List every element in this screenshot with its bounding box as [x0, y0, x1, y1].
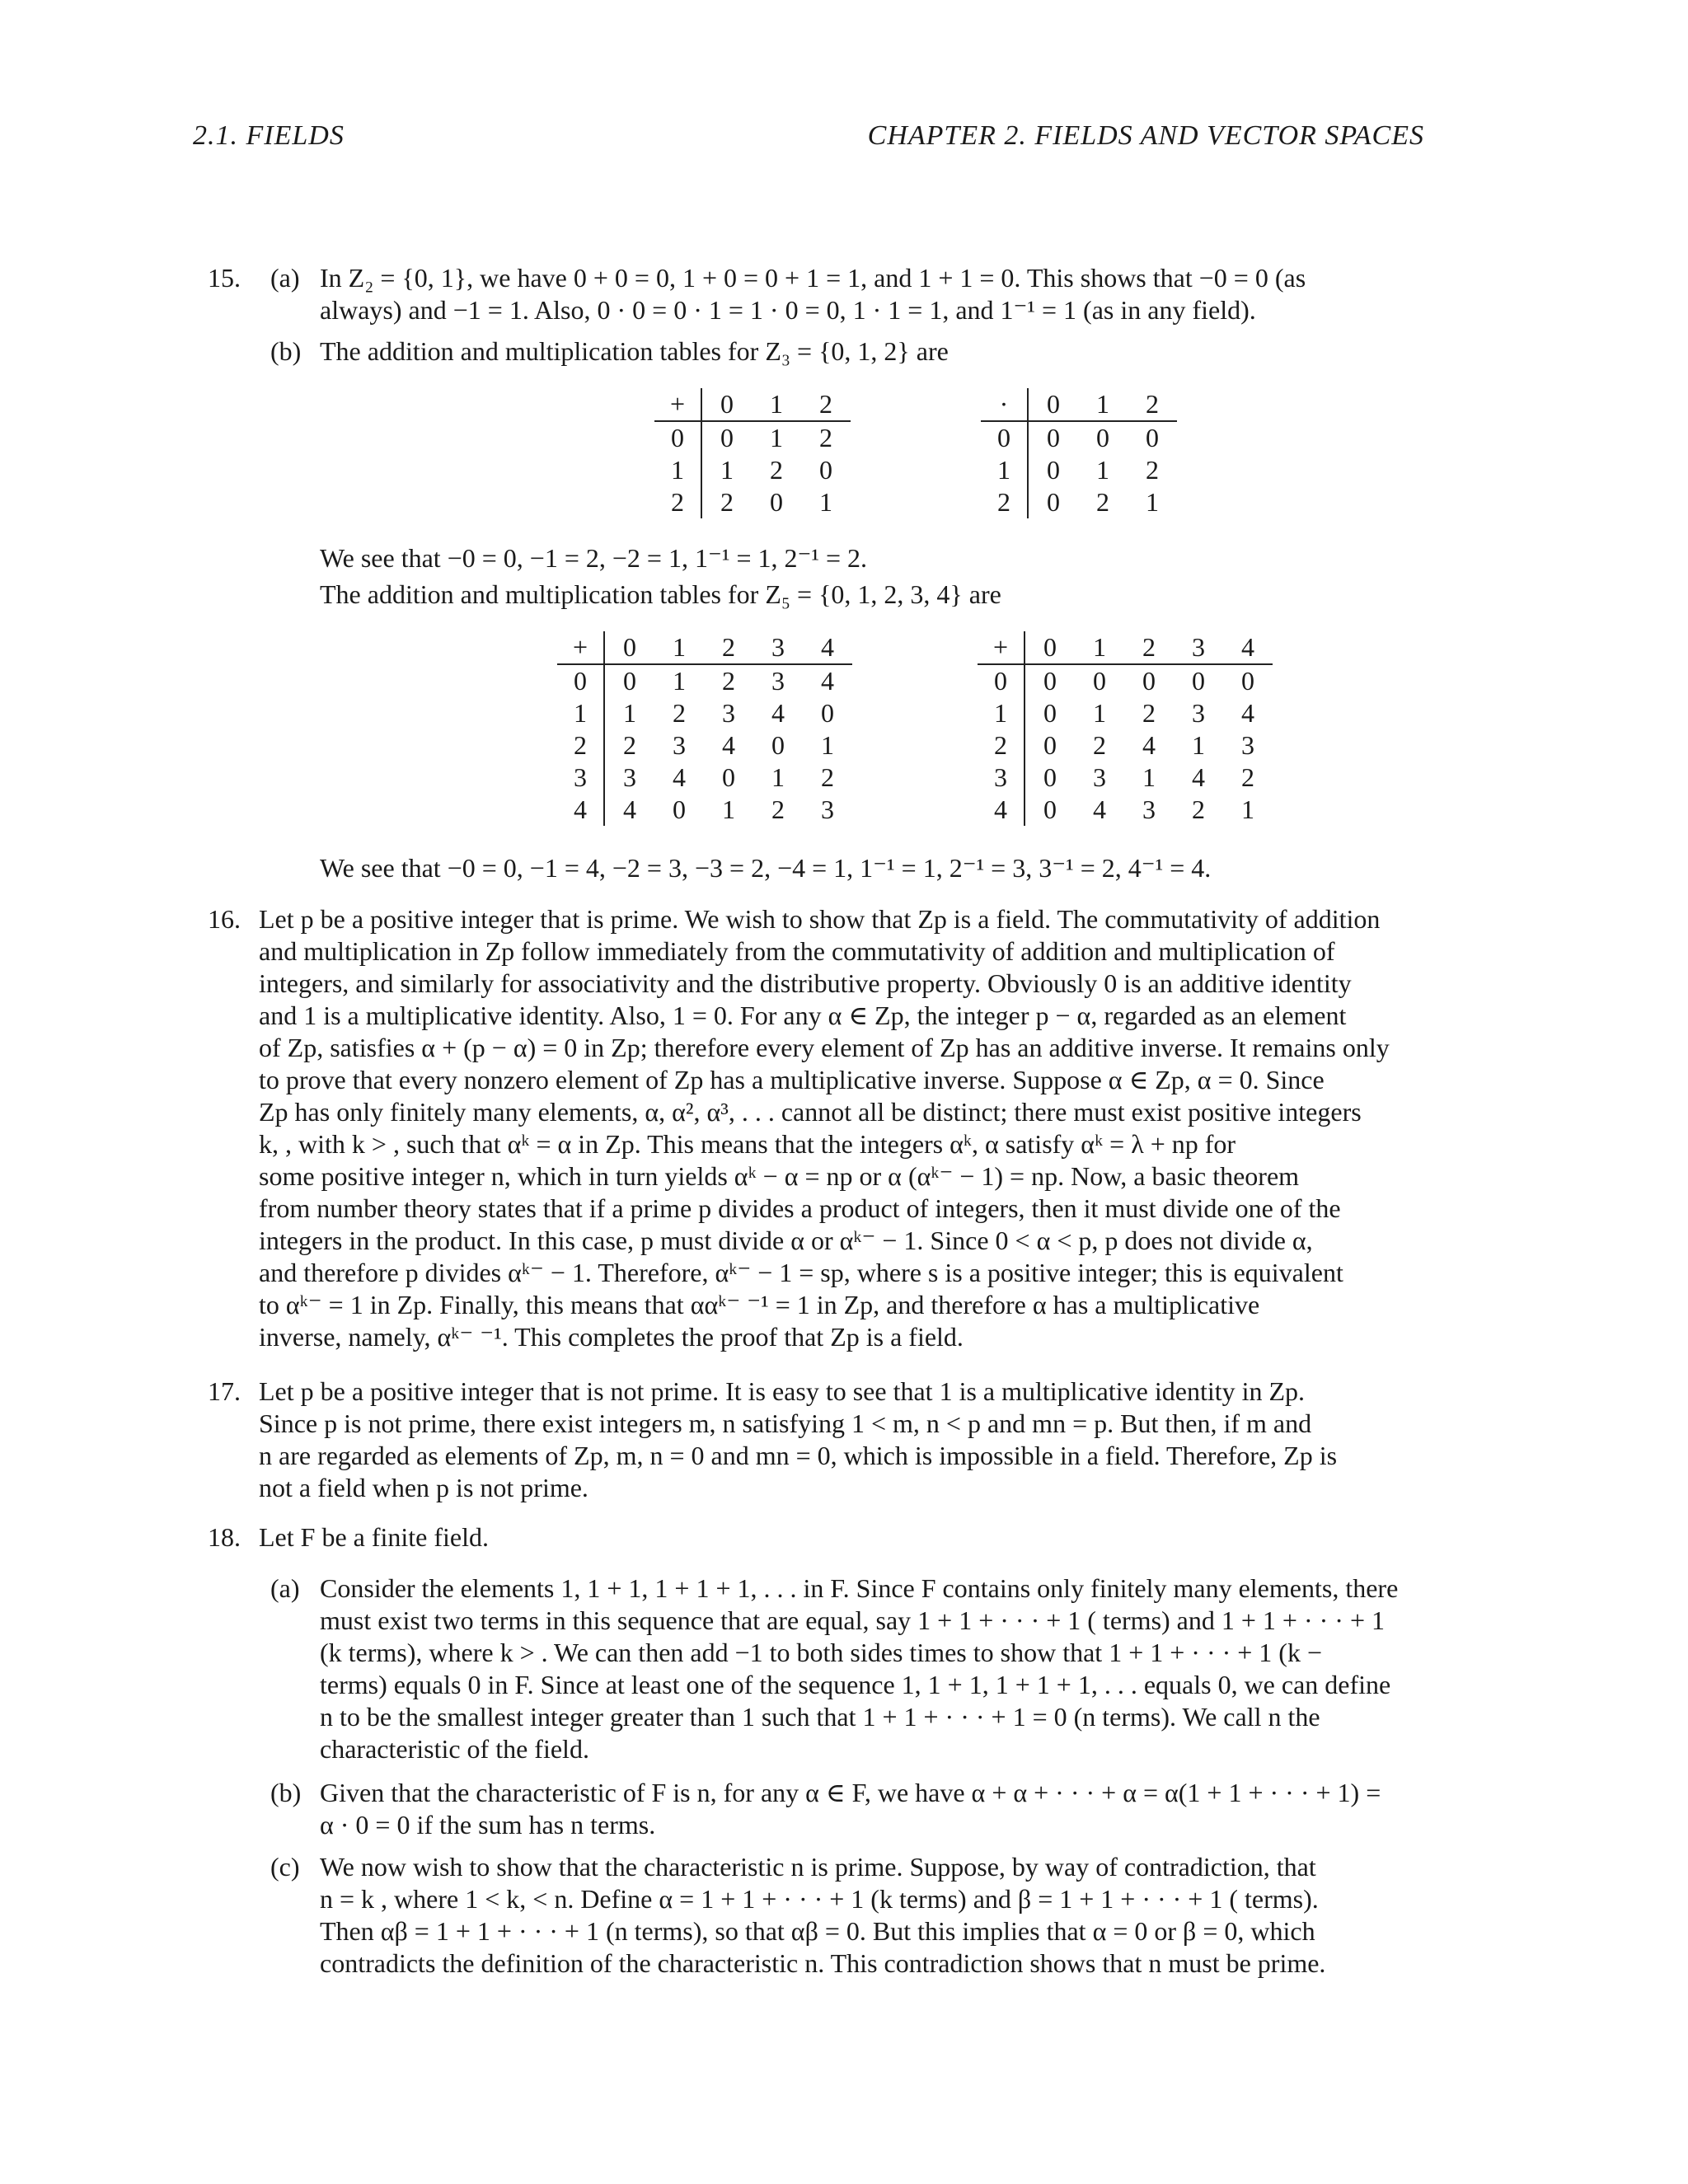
p15a-line-2: always) and −1 = 1. Also, 0 · 0 = 0 · 1 = 1 · 0 = 0, 1 · 1 = 1, and 1⁻¹ = 1 (as in any field). — [320, 295, 1256, 325]
z3-addition-table — [654, 388, 851, 518]
table-row — [978, 729, 1273, 762]
p16-line-12: and therefore p divides αᵏ⁻ − 1. Therefore, αᵏ⁻ − 1 = sp, where s is a positive integer; this is equivalent — [259, 1258, 1343, 1287]
table-row-header: 2 — [981, 486, 1028, 518]
p18b-label: (b) — [270, 1778, 302, 1807]
p18b-line-1: Given that the characteristic of F is n, for any α ∈ F, we have α + α + · · · + α = α(1 + 1 + · · · + 1) = — [320, 1778, 1381, 1807]
z5-multiplication-table — [978, 631, 1273, 826]
table-cell: 3 — [623, 762, 636, 792]
table-row — [978, 794, 1273, 826]
table-row-header: 0 — [654, 421, 701, 454]
table-row — [557, 697, 852, 729]
table-cell: 0 — [1043, 762, 1057, 792]
table-cell: 4 — [673, 762, 686, 792]
table-row-header: 4 — [978, 794, 1025, 826]
p18c-line-2: n = k , where 1 < k, < n. Define α = 1 + 1 + · · · + 1 (k terms) and β = 1 + 1 + · · · + 1 ( terms). — [320, 1884, 1319, 1914]
p17-line-3: n are regarded as elements of Zp, m, n = 0 and mn = 0, which is impossible in a field. Therefore, Zp is — [259, 1441, 1338, 1470]
table-cell: 2 — [673, 698, 686, 728]
table-cell: 0 — [771, 730, 785, 760]
p18c-line-3: Then αβ = 1 + 1 + · · · + 1 (n terms), so that αβ = 0. But this implies that α = 0 or β = 0, which — [320, 1916, 1315, 1946]
p16-line-8: k, , with k > , such that αᵏ = α in Zp. This means that the integers αᵏ, α satisfy αᵏ = λ + np for — [259, 1129, 1236, 1159]
table-column-header: 0 — [604, 631, 654, 664]
table-cell: 3 — [1142, 794, 1156, 824]
table-cell: 2 — [1241, 762, 1254, 792]
problem-number-18: 18. — [208, 1522, 241, 1552]
table-cell: 4 — [1241, 698, 1254, 728]
table-cell: 0 — [819, 455, 832, 485]
table-column-header: 1 — [654, 631, 704, 664]
table-cell: 3 — [722, 698, 735, 728]
table-cell: 0 — [623, 666, 636, 696]
table-cell: 4 — [722, 730, 735, 760]
table-operator-symbol: + — [654, 388, 701, 421]
table-cell: 0 — [1043, 730, 1057, 760]
problem-number-17: 17. — [208, 1376, 241, 1406]
table-cell: 1 — [1146, 487, 1159, 517]
problem-number-15: 15. — [208, 263, 241, 293]
table-cell: 1 — [1096, 455, 1109, 485]
table-row — [557, 794, 852, 826]
table-cell: 1 — [1142, 762, 1156, 792]
p15b-line-4: We see that −0 = 0, −1 = 4, −2 = 3, −3 = 2, −4 = 1, 1⁻¹ = 1, 2⁻¹ = 3, 3⁻¹ = 2, 4⁻¹ = 4. — [320, 853, 1212, 883]
p15b-line-1: The addition and multiplication tables for Z₃ = {0, 1, 2} are — [320, 336, 949, 366]
p18a-line-1: Consider the elements 1, 1 + 1, 1 + 1 + 1, . . . in F. Since F contains only finitely many elements, there — [320, 1573, 1399, 1603]
table-cell: 0 — [1241, 666, 1254, 696]
p16-line-5: of Zp, satisfies α + (p − α) = 0 in Zp; therefore every element of Zp has an additive inverse. It remains only — [259, 1033, 1390, 1062]
table-cell: 2 — [1146, 455, 1159, 485]
p18a-line-4: terms) equals 0 in F. Since at least one of the sequence 1, 1 + 1, 1 + 1 + 1, . . . equals 0, we can define — [320, 1670, 1391, 1699]
p16-line-11: integers in the product. In this case, p must divide α or αᵏ⁻ − 1. Since 0 < α < p, p does not divide α, — [259, 1226, 1313, 1255]
table-cell: 1 — [720, 455, 734, 485]
table-operator-symbol: + — [557, 631, 604, 664]
p15b-line-3: The addition and multiplication tables for Z₅ = {0, 1, 2, 3, 4} are — [320, 579, 1001, 609]
table-cell: 2 — [623, 730, 636, 760]
table-cell: 2 — [1096, 487, 1109, 517]
p15a-label: (a) — [270, 263, 300, 293]
p16-line-2: and multiplication in Zp follow immediately from the commutativity of addition and multiplication of — [259, 936, 1335, 966]
table-column-header: 0 — [701, 388, 752, 421]
table-row — [654, 486, 851, 518]
z5-addition-table — [557, 631, 852, 826]
table-cell: 2 — [1093, 730, 1106, 760]
table-cell: 0 — [722, 762, 735, 792]
table-row-header: 0 — [981, 421, 1028, 454]
table-cell: 0 — [1043, 794, 1057, 824]
table-row-header: 1 — [654, 454, 701, 486]
table-cell: 0 — [821, 698, 834, 728]
table-cell: 3 — [1093, 762, 1106, 792]
table-cell: 4 — [1093, 794, 1106, 824]
p15b-label: (b) — [270, 336, 302, 366]
p15a-line-1: In Z₂ = {0, 1}, we have 0 + 0 = 0, 1 + 0 = 0 + 1 = 1, and 1 + 1 = 0. This shows that −0 = 0 (as — [320, 263, 1306, 293]
table-cell: 2 — [1192, 794, 1205, 824]
table-cell: 4 — [623, 794, 636, 824]
p16-line-14: inverse, namely, αᵏ⁻ ⁻¹. This completes the proof that Zp is a field. — [259, 1322, 964, 1352]
table-column-header: 2 — [1128, 388, 1177, 421]
p16-line-6: to prove that every nonzero element of Zp has a multiplicative inverse. Suppose α ∈ Zp, α = 0. Since — [259, 1065, 1325, 1094]
table-cell: 2 — [720, 487, 734, 517]
p15b-line-2: We see that −0 = 0, −1 = 2, −2 = 1, 1⁻¹ = 1, 2⁻¹ = 2. — [320, 543, 868, 573]
table-column-header: 1 — [752, 388, 801, 421]
table-column-header: 2 — [704, 631, 753, 664]
table-row — [654, 454, 851, 486]
table-cell: 1 — [770, 423, 783, 452]
table-cell: 0 — [1043, 698, 1057, 728]
table-cell: 1 — [1192, 730, 1205, 760]
table-row-header: 3 — [978, 762, 1025, 794]
table-cell: 4 — [771, 698, 785, 728]
table-operator-symbol: + — [978, 631, 1025, 664]
p18b-line-2: α · 0 = 0 if the sum has n terms. — [320, 1810, 656, 1840]
table-column-header: 4 — [803, 631, 852, 664]
table-row-header: 2 — [654, 486, 701, 518]
table-column-header: 1 — [1075, 631, 1124, 664]
p16-line-3: integers, and similarly for associativity and the distributive property. Obviously 0 is an additive identity — [259, 968, 1352, 998]
table-row — [557, 729, 852, 762]
p16-line-9: some positive integer n, which in turn yields αᵏ − α = np or α (αᵏ⁻ − 1) = np. Now, a basic theorem — [259, 1161, 1300, 1191]
table-cell: 2 — [722, 666, 735, 696]
table-row-header: 2 — [978, 729, 1025, 762]
table-row — [978, 697, 1273, 729]
table-cell: 2 — [1142, 698, 1156, 728]
table-row — [978, 762, 1273, 794]
table-cell: 0 — [1096, 423, 1109, 452]
table-cell: 1 — [821, 730, 834, 760]
running-header-right: CHAPTER 2. FIELDS AND VECTOR SPACES — [867, 120, 1424, 151]
table-cell: 2 — [771, 794, 785, 824]
table-row-header: 1 — [981, 454, 1028, 486]
table-cell: 3 — [673, 730, 686, 760]
table-row — [981, 454, 1177, 486]
table-cell: 3 — [1241, 730, 1254, 760]
p16-line-10: from number theory states that if a prime p divides a product of integers, then it must divide one of the — [259, 1193, 1341, 1223]
table-cell: 1 — [1093, 698, 1106, 728]
p18-line-1: Let F be a finite field. — [259, 1522, 490, 1552]
table-cell: 2 — [819, 423, 832, 452]
p17-line-1: Let p be a positive integer that is not prime. It is easy to see that 1 is a multiplicative identity in Zp. — [259, 1376, 1306, 1406]
table-cell: 1 — [623, 698, 636, 728]
table-cell: 0 — [720, 423, 734, 452]
table-column-header: 3 — [1174, 631, 1223, 664]
z3-multiplication-table — [981, 388, 1177, 518]
table-cell: 0 — [1047, 423, 1060, 452]
table-cell: 2 — [770, 455, 783, 485]
p16-line-7: Zp has only finitely many elements, α, α², α³, . . . cannot all be distinct; there must exist positive integers — [259, 1097, 1362, 1127]
table-cell: 1 — [819, 487, 832, 517]
table-column-header: 3 — [753, 631, 803, 664]
table-row-header: 2 — [557, 729, 604, 762]
p18c-label: (c) — [270, 1852, 300, 1882]
table-cell: 1 — [771, 762, 785, 792]
table-cell: 4 — [1142, 730, 1156, 760]
table-cell: 0 — [1142, 666, 1156, 696]
table-column-header: 4 — [1223, 631, 1273, 664]
table-row-header: 0 — [978, 664, 1025, 697]
table-cell: 4 — [821, 666, 834, 696]
table-column-header: 2 — [1124, 631, 1174, 664]
p18c-line-1: We now wish to show that the characteristic n is prime. Suppose, by way of contradiction, that — [320, 1852, 1316, 1882]
table-column-header: 0 — [1028, 388, 1078, 421]
table-row-header: 0 — [557, 664, 604, 697]
table-cell: 0 — [1047, 455, 1060, 485]
table-row — [557, 664, 852, 697]
table-column-header: 1 — [1078, 388, 1128, 421]
table-cell: 3 — [1192, 698, 1205, 728]
table-row-header: 3 — [557, 762, 604, 794]
table-cell: 0 — [1192, 666, 1205, 696]
table-cell: 1 — [1241, 794, 1254, 824]
table-row-header: 1 — [557, 697, 604, 729]
p18a-line-2: must exist two terms in this sequence that are equal, say 1 + 1 + · · · + 1 ( terms) and 1 + 1 + · · · + 1 — [320, 1605, 1385, 1635]
problem-number-16: 16. — [208, 904, 241, 934]
table-cell: 1 — [722, 794, 735, 824]
table-cell: 2 — [821, 762, 834, 792]
p18c-line-4: contradicts the definition of the characteristic n. This contradiction shows that n must be prime. — [320, 1948, 1326, 1978]
p16-line-4: and 1 is a multiplicative identity. Also, 1 = 0. For any α ∈ Zp, the integer p − α, regarded as an element — [259, 1001, 1347, 1030]
table-row — [981, 421, 1177, 454]
table-row — [981, 486, 1177, 518]
table-cell: 0 — [673, 794, 686, 824]
table-operator-symbol: · — [981, 388, 1028, 421]
table-cell: 4 — [1192, 762, 1205, 792]
p16-line-1: Let p be a positive integer that is prime. We wish to show that Zp is a field. The commutativity of addition — [259, 904, 1381, 934]
p16-line-13: to αᵏ⁻ = 1 in Zp. Finally, this means that ααᵏ⁻ ⁻¹ = 1 in Zp, and therefore α has a multiplicative — [259, 1290, 1260, 1319]
table-column-header: 2 — [801, 388, 851, 421]
table-row — [654, 421, 851, 454]
p18a-line-6: characteristic of the field. — [320, 1734, 589, 1764]
table-cell: 0 — [1093, 666, 1106, 696]
p17-line-2: Since p is not prime, there exist integers m, n satisfying 1 < m, n < p and mn = p. But then, if m and — [259, 1408, 1312, 1438]
table-column-header: 0 — [1025, 631, 1075, 664]
table-cell: 3 — [771, 666, 785, 696]
table-row — [978, 664, 1273, 697]
table-cell: 0 — [1146, 423, 1159, 452]
table-cell: 3 — [821, 794, 834, 824]
table-row-header: 4 — [557, 794, 604, 826]
table-cell: 0 — [1043, 666, 1057, 696]
running-header-left: 2.1. FIELDS — [193, 120, 345, 151]
table-row-header: 1 — [978, 697, 1025, 729]
table-row — [557, 762, 852, 794]
p18a-line-3: (k terms), where k > . We can then add −1 to both sides times to show that 1 + 1 + · · · + 1 (k − — [320, 1638, 1322, 1667]
p18a-label: (a) — [270, 1573, 300, 1603]
p17-line-4: not a field when p is not prime. — [259, 1473, 588, 1502]
table-cell: 1 — [673, 666, 686, 696]
table-cell: 0 — [770, 487, 783, 517]
table-cell: 0 — [1047, 487, 1060, 517]
p18a-line-5: n to be the smallest integer greater than 1 such that 1 + 1 + · · · + 1 = 0 (n terms). We call n the — [320, 1702, 1320, 1732]
